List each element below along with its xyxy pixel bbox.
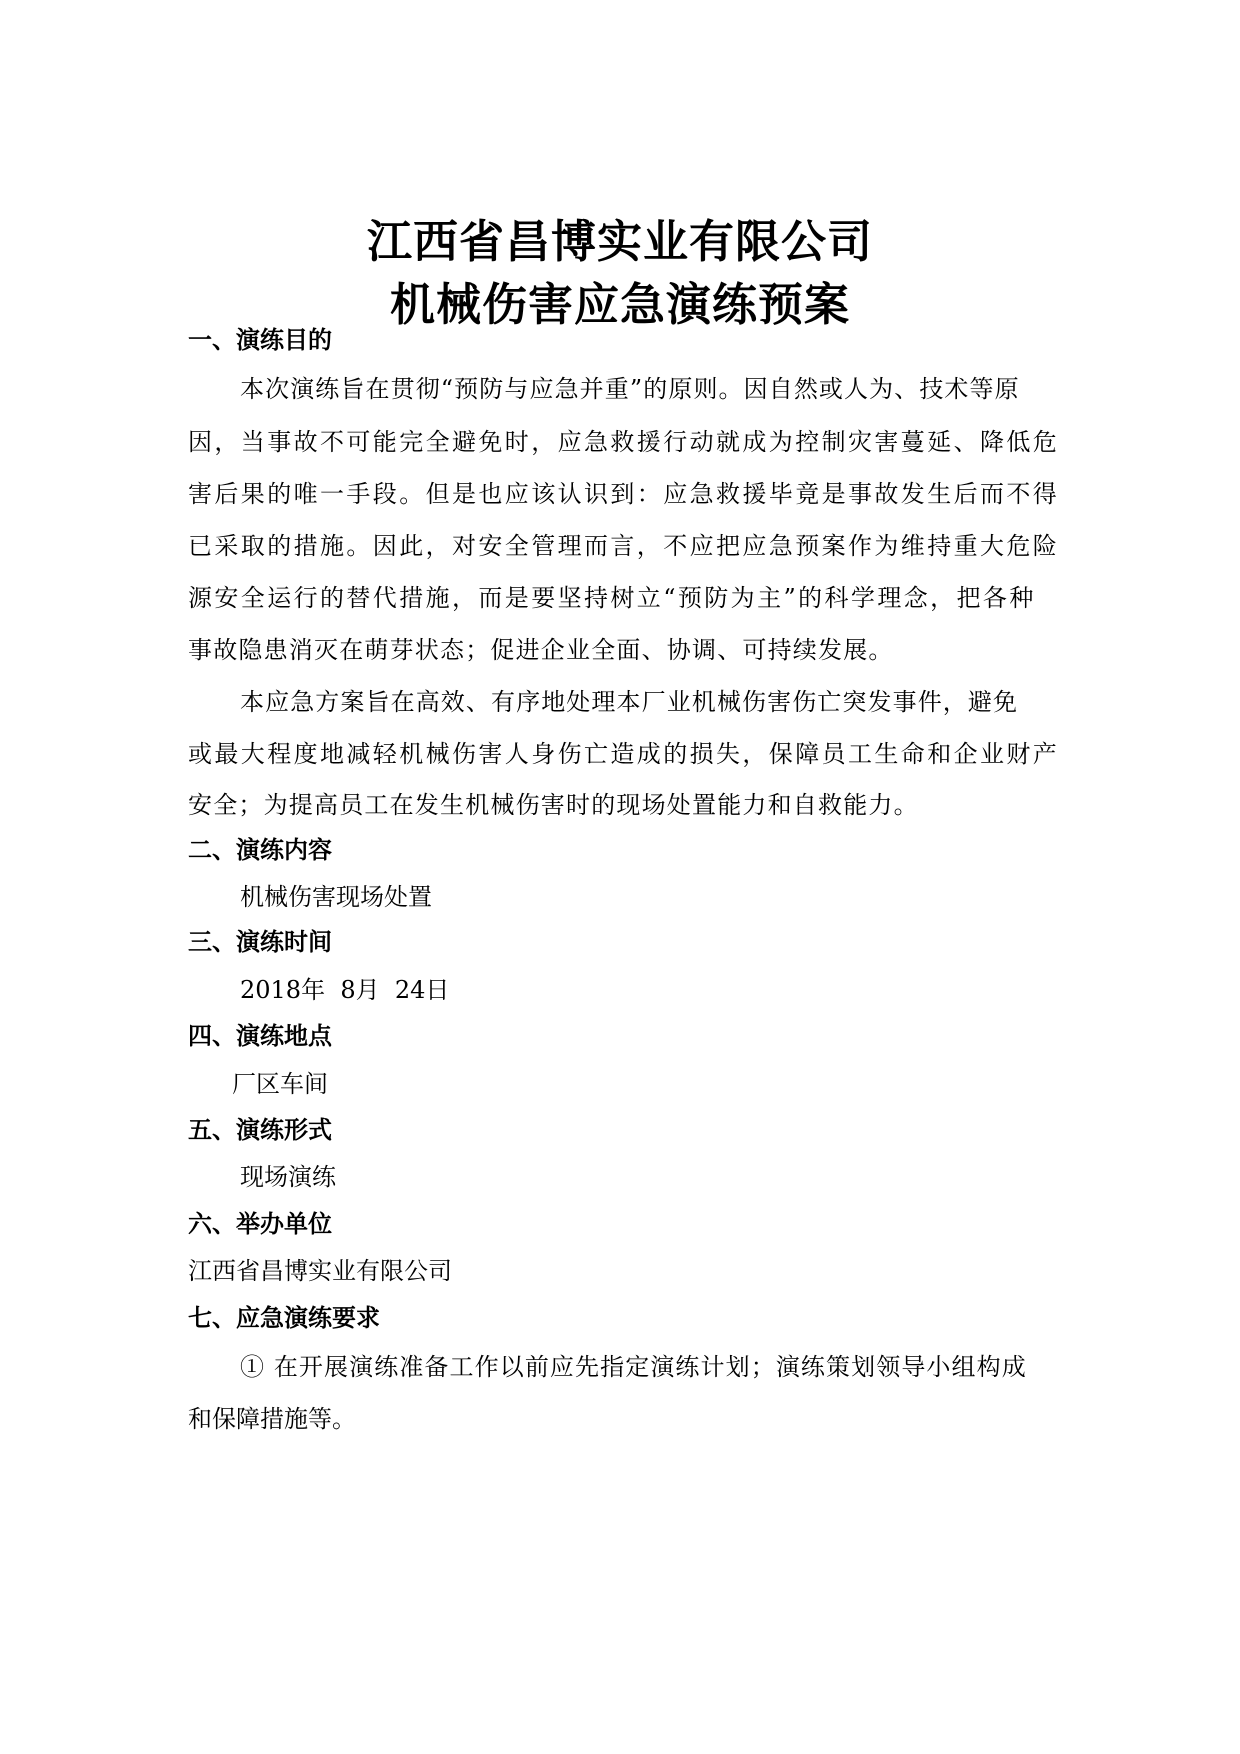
section-heading-organizer: 六、举办单位 <box>188 1210 332 1238</box>
paragraph-line: 因，当事故不可能完全避免时，应急救援行动就成为控制灾害蔓延、降低危 <box>188 428 1060 456</box>
paragraph-line: 和保障措施等。 <box>188 1405 356 1433</box>
paragraph-line: 本应急方案旨在高效、有序地处理本厂业机械伤害伤亡突发事件，避免 <box>240 688 1019 716</box>
section-text-location: 厂区车间 <box>232 1070 328 1098</box>
paragraph-line: 安全；为提高员工在发生机械伤害时的现场处置能力和自救能力。 <box>188 791 919 819</box>
paragraph-line: 或最大程度地减轻机械伤害人身伤亡造成的损失，保障员工生命和企业财产 <box>188 740 1060 768</box>
paragraph-line: 害后果的唯一手段。但是也应该认识到：应急救援毕竟是事故发生后而不得 <box>188 480 1060 508</box>
paragraph-line: 本次演练旨在贯彻“预防与应急并重”的原则。因自然或人为、技术等原 <box>240 375 1020 403</box>
section-text-form: 现场演练 <box>240 1163 336 1191</box>
paragraph-line: 已采取的措施。因此，对安全管理而言，不应把应急预案作为维持重大危险 <box>188 532 1060 560</box>
section-heading-content: 二、演练内容 <box>188 836 332 864</box>
paragraph-line: 事故隐患消灭在萌芽状态；促进企业全面、协调、可持续发展。 <box>188 636 894 664</box>
section-heading-time: 三、演练时间 <box>188 928 332 956</box>
section-text-content: 机械伤害现场处置 <box>240 883 432 911</box>
section-heading-location: 四、演练地点 <box>188 1022 332 1050</box>
document-title-line-1: 江西省昌博实业有限公司 <box>366 215 873 268</box>
paragraph-line: ① 在开展演练准备工作以前应先指定演练计划；演练策划领导小组构成 <box>240 1353 1027 1381</box>
section-text-date: 2018年 8月 24日 <box>240 976 450 1004</box>
document-title-line-2: 机械伤害应急演练预案 <box>389 278 850 331</box>
section-text-organizer: 江西省昌博实业有限公司 <box>188 1257 452 1285</box>
paragraph-line: 源安全运行的替代措施，而是要坚持树立“预防为主”的科学理念，把各种 <box>188 584 1036 612</box>
section-heading-requirements: 七、应急演练要求 <box>188 1304 380 1332</box>
section-heading-purpose: 一、演练目的 <box>188 326 332 354</box>
section-heading-form: 五、演练形式 <box>188 1116 332 1144</box>
